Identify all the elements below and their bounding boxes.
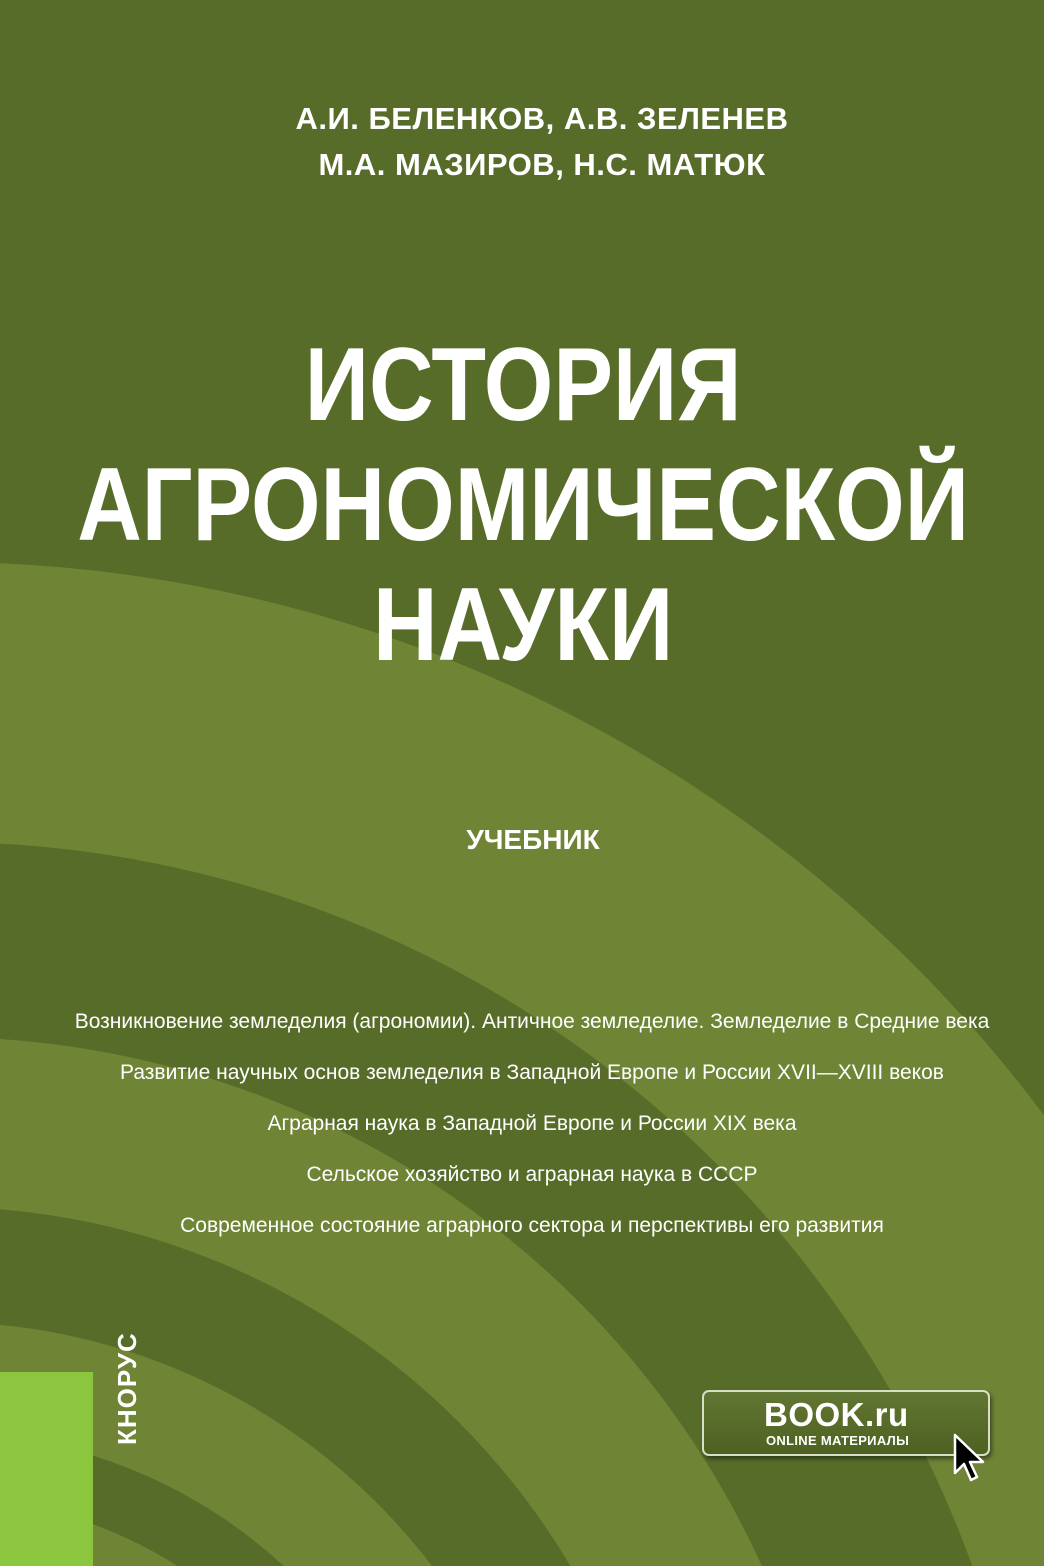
topic-item: Сельское хозяйство и аграрная наука в СССР xyxy=(306,1163,758,1186)
publisher-logo: КНОРУС xyxy=(112,1332,142,1445)
title-line-3: НАУКИ xyxy=(372,567,674,683)
book-title xyxy=(74,325,972,685)
spine-accent-block xyxy=(0,1372,93,1566)
book-ru-subtitle: ONLINE МАТЕРИАЛЫ xyxy=(766,1433,910,1448)
authors-line-1: А.И. БЕЛЕНКОВ, А.В. ЗЕЛЕНЕВ xyxy=(295,101,789,136)
authors xyxy=(0,96,1044,188)
topic-item: Аграрная наука в Западной Европе и России XIX века xyxy=(267,1112,797,1135)
authors-line-2: М.А. МАЗИРОВ, Н.С. МАТЮК xyxy=(318,147,766,182)
topics-list xyxy=(0,996,1044,1251)
topic-item: Развитие научных основ земледелия в Западной Европе и России XVII—XVIII веков xyxy=(120,1061,944,1084)
book-type-label: УЧЕБНИК xyxy=(466,824,600,855)
title-line-1: ИСТОРИЯ xyxy=(304,327,742,443)
title-line-2: АГРОНОМИЧЕСКОЙ xyxy=(77,447,970,563)
book-ru-button[interactable] xyxy=(702,1390,990,1456)
cursor-arrow-icon xyxy=(952,1433,988,1487)
book-ru-title: BOOK.ru xyxy=(764,1396,909,1433)
topic-item: Современное состояние аграрного сектора и перспективы его развития xyxy=(180,1214,884,1237)
topic-item: Возникновение земледелия (агрономии). Античное земледелие. Земледелие в Средние века xyxy=(74,1010,990,1033)
